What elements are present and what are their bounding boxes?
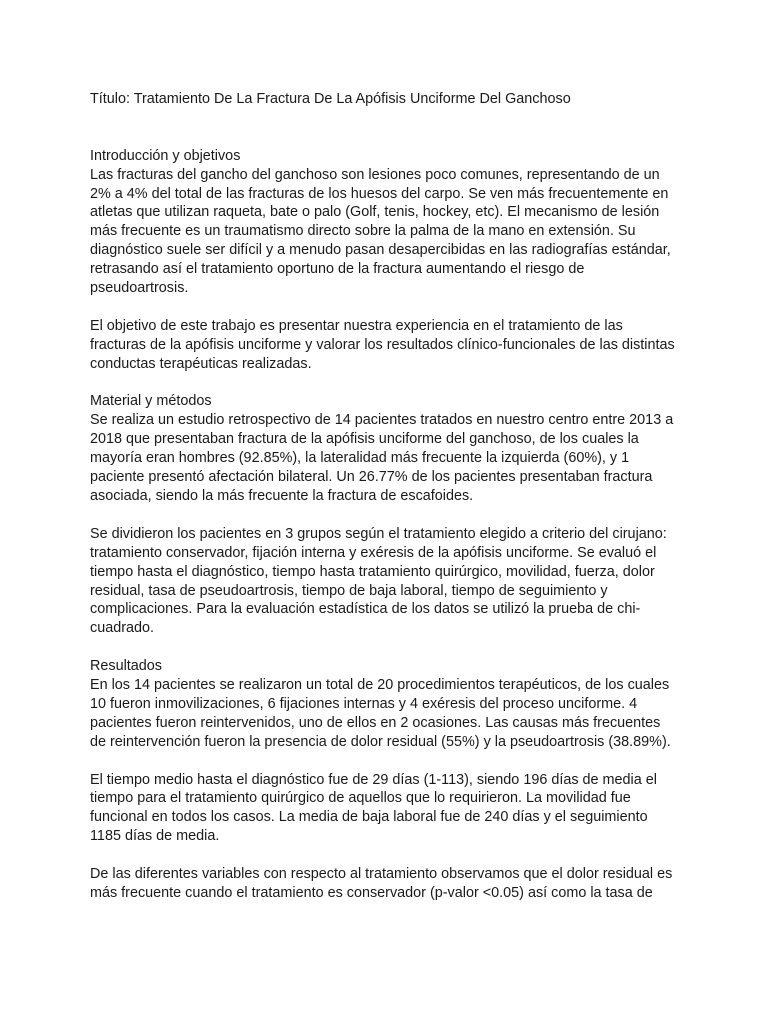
paragraph-introduction-1: Las fracturas del gancho del ganchoso son lesiones poco comunes, representando de un 2% a 4% del total de las fracturas de los huesos del carpo. Se ven más frecuentemente en atletas que utilizan raqueta, bate o palo (Golf, tenis, hockey, etc). El mecanismo de lesión más frecuente es un traumatismo directo sobre la palma de la mano en extensión. Su diagnóstico suele ser difícil y a menudo pasan desapercibidas en las radiografías estándar, retrasando así el tratamiento oportuno de la fractura aumentando el riesgo de pseudoartrosis. [90,166,671,297]
document-page [90,90,680,903]
section-heading-introduction: Introducción y objetivos [90,147,241,164]
section-results [90,657,680,903]
paragraph-results-3: De las diferentes variables con respecto al tratamiento observamos que el dolor residual es más frecuente cuando el tratamiento es conservador (p-valor <0.05) así como la tasa de [90,866,673,901]
paragraph-methods-2: Se dividieron los pacientes en 3 grupos según el tratamiento elegido a criterio del cirujano: tratamiento conservador, fijación interna y exéresis de la apófisis unciforme. Se evaluó el tiempo hasta el diagnóstico, tiempo hasta tratamiento quirúrgico, movilidad, fuerza, dolor residual, tasa de pseudoartrosis, tiempo de baja laboral, tiempo de seguimiento y complicaciones. Para la evaluación estadística de los datos se utilizó la prueba de chi-cuadrado. [90,525,667,637]
section-methods [90,392,680,638]
paragraph-introduction-2: El objetivo de este trabajo es presentar nuestra experiencia en el tratamiento de las fracturas de la apófisis unciforme y valorar los resultados clínico-funcionales de las distintas conductas terapéuticas realizadas. [90,317,675,372]
paragraph-results-1: En los 14 pacientes se realizaron un total de 20 procedimientos terapéuticos, de los cuales 10 fueron inmovilizaciones, 6 fijaciones internas y 4 exéresis del proceso unciforme. 4 pacientes fueron reintervenidos, uno de ellos en 2 ocasiones. Las causas más frecuentes de reintervención fueron la presencia de dolor residual (55%) y la pseudoartrosis (38.89%). [90,677,671,750]
section-introduction [90,147,680,374]
paragraph-methods-1: Se realiza un estudio retrospectivo de 14 pacientes tratados en nuestro centro entre 2013 a 2018 que presentaban fractura de la apófisis unciforme del ganchoso, de los cuales la mayoría eran hombres (92.85%), la lateralidad más frecuente la izquierda (60%), y 1 paciente presentó afectación bilateral. Un 26.77% de los pacientes presentaban fractura asociada, siendo la más frecuente la fractura de escafoides. [90,412,674,504]
section-heading-results: Resultados [90,658,162,675]
paragraph-results-2: El tiempo medio hasta el diagnóstico fue de 29 días (1-113), siendo 196 días de media el tiempo para el tratamiento quirúrgico de aquellos que lo requirieron. La movilidad fue funcional en todos los casos. La media de baja laboral fue de 240 días y el seguimiento 1185 días de media. [90,771,657,845]
section-heading-methods: Material y métodos [90,393,212,410]
document-title: Título: Tratamiento De La Fractura De La Apófisis Unciforme Del Ganchoso [90,91,571,107]
